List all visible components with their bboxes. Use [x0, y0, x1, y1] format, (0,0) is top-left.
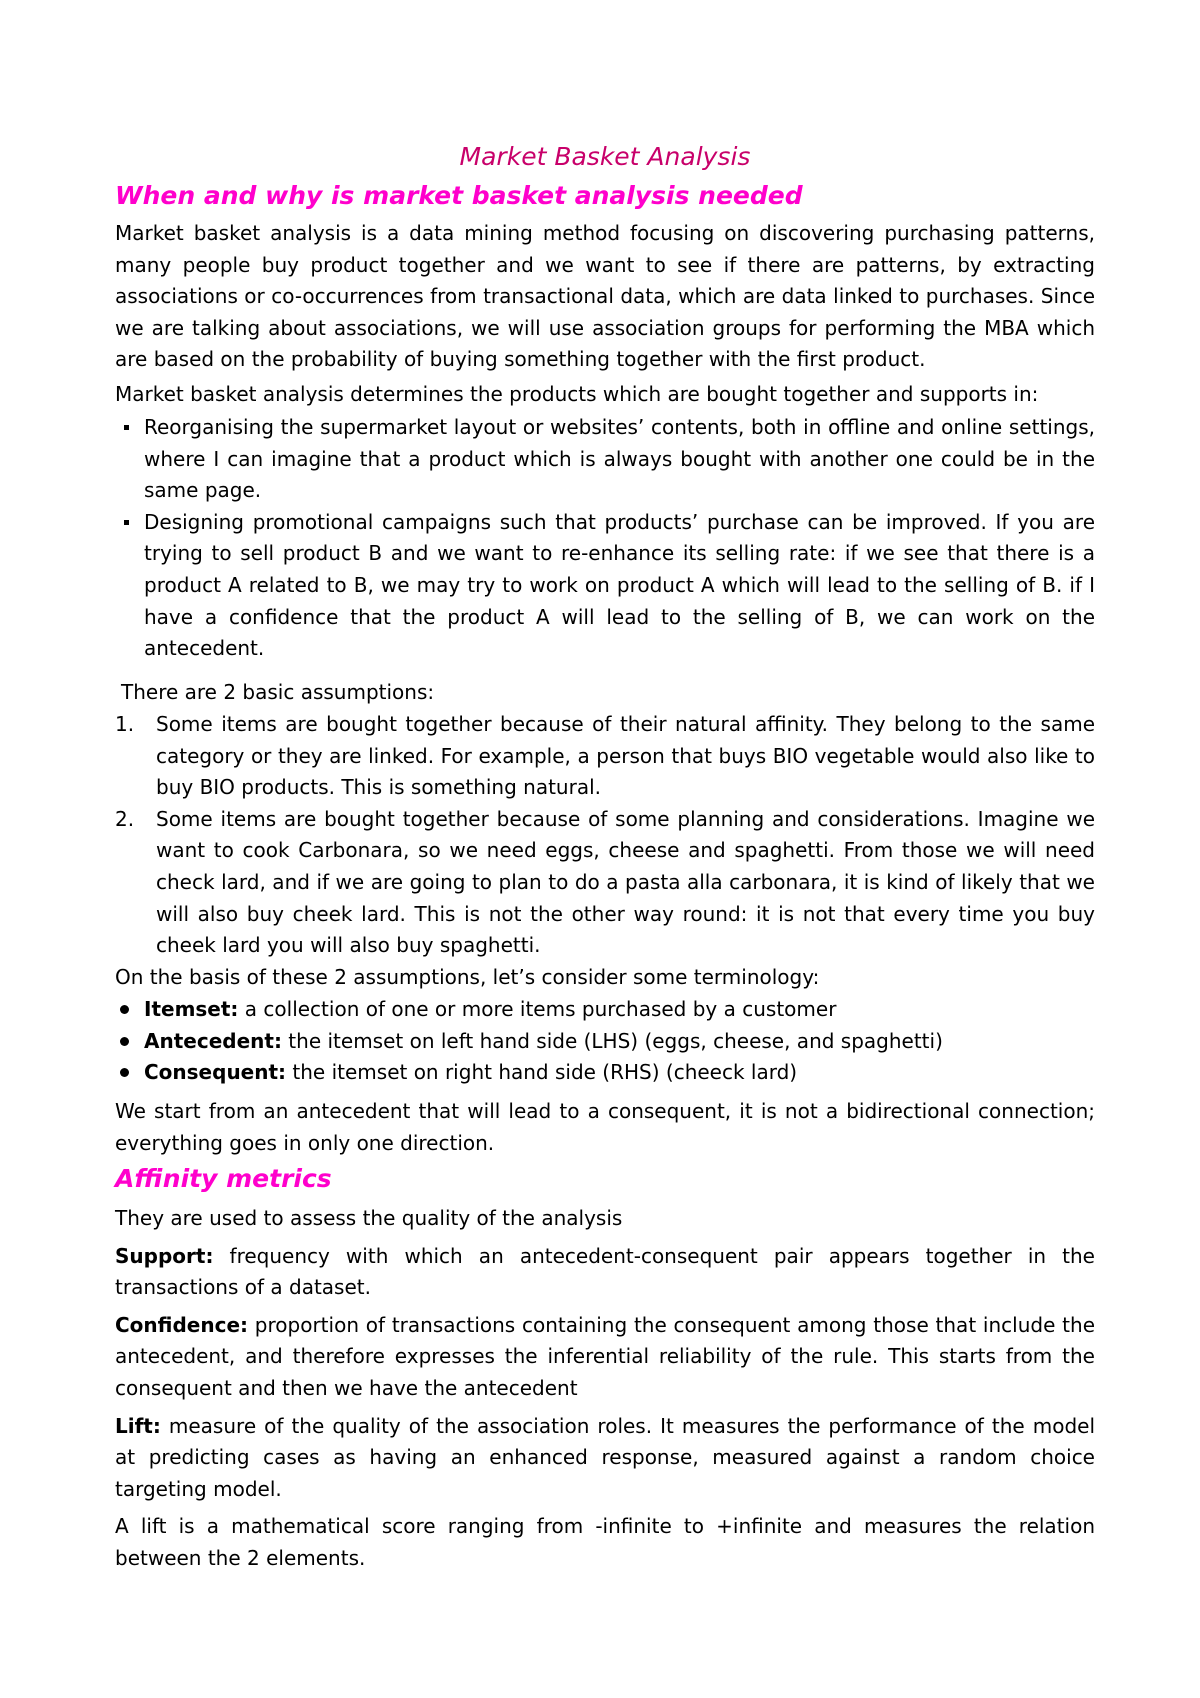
list-item [115, 412, 1095, 507]
supports-paragraph: Market basket analysis determines the products which are bought together and supports in: [115, 382, 1039, 406]
square-bullet-icon [124, 520, 129, 525]
bullet-dot-icon [120, 1068, 129, 1077]
term-definition: frequency with which an antecedent-consequent pair appears together in the transactions of a dataset. [115, 1243, 1095, 1300]
term-label: Consequent: [144, 1060, 287, 1085]
square-bullet-list [115, 412, 1095, 665]
direction-paragraph: We start from an antecedent that will lead to a consequent, it is not a bidirectional connection; everything goes in only one direction. [115, 1099, 1095, 1155]
term-label: Lift: [115, 1413, 161, 1438]
term-definition: the itemset on right hand side (RHS) (cheeck lard) [286, 1060, 798, 1085]
term-label: Itemset: [144, 997, 239, 1021]
support-definition [115, 1241, 1095, 1304]
assumptions-intro: There are 2 basic assumptions: [121, 680, 435, 704]
term-definition: proportion of transactions containing the consequent among those that include the antecedent, and therefore expresses the inferential reliability of the rule. This starts from the consequent and then we have the antecedent [115, 1312, 1095, 1400]
confidence-definition [115, 1310, 1095, 1405]
list-item-text: Reorganising the supermarket layout or websites’ contents, both in offline and online settings, where I can imagine that a product which is always bought with another one could be in the same page. [144, 415, 1095, 503]
list-item-text: Some items are bought together because of some planning and considerations. Imagine we want to cook Carbonara, so we need eggs, cheese and spaghetti. From those we will need check lard, and if we are going to plan to do a pasta alla carbonara, it is kind of likely that we will also buy cheek lard. This is not the other way round: it is not that every time you buy cheek lard you will also buy spaghetti. [156, 806, 1095, 958]
list-item [115, 709, 1095, 804]
section-heading-when-why: When and why is market basket analysis needed [115, 181, 803, 210]
section-heading-affinity-metrics: Affinity metrics [115, 1164, 332, 1193]
intro-paragraph: Market basket analysis is a data mining method focusing on discovering purchasing patterns, many people buy product together and we want to see if there are patterns, by extracting associations or co-occurrences from transactional data, which are data linked to purchases. Since we are talking about associations, we will use association groups for performing the MBA which are based on the probability of buying something together with the first product. [115, 221, 1095, 372]
list-item [115, 507, 1095, 665]
term-label: Support: [115, 1243, 214, 1268]
square-bullet-icon [124, 425, 129, 430]
term-label: Antecedent: [144, 1028, 282, 1053]
list-item [115, 994, 1095, 1026]
lift-range-paragraph: A lift is a mathematical score ranging from -infinite to +infinite and measures the relation between the 2 elements. [115, 1514, 1095, 1570]
term-definition: a collection of one or more items purchased by a customer [238, 997, 837, 1021]
list-item-text: Some items are bought together because of their natural affinity. They belong to the same category or they are linked. For example, a person that buys BIO vegetable would also like to buy BIO products. This is something natural. [156, 712, 1095, 800]
terminology-list [115, 994, 1095, 1089]
list-item [115, 804, 1095, 962]
numbered-list [115, 709, 1095, 962]
document-title: Market Basket Analysis [459, 142, 751, 171]
list-number: 1. [115, 712, 135, 736]
basis-paragraph: On the basis of these 2 assumptions, let’s consider some terminology: [115, 965, 820, 989]
list-item [115, 1057, 1095, 1089]
list-item-text: Designing promotional campaigns such that products’ purchase can be improved. If you are trying to sell product B and we want to re-enhance its selling rate: if we see that there is a product A related to B, we may try to work on product A which will lead to the selling of B. if I have a confidence that the product A will lead to the selling of B, we can work on the antecedent. [144, 509, 1095, 661]
affinity-metrics-body [115, 1203, 1095, 1575]
lift-definition [115, 1411, 1095, 1506]
affinity-intro: They are used to assess the quality of the analysis [115, 1206, 623, 1230]
term-label: Confidence: [115, 1312, 249, 1337]
bullet-dot-icon [120, 1005, 129, 1014]
term-definition: the itemset on left hand side (LHS) (eggs, cheese, and spaghetti) [281, 1028, 943, 1053]
list-number: 2. [115, 806, 135, 831]
bullet-dot-icon [120, 1037, 129, 1046]
term-definition: measure of the quality of the association roles. It measures the performance of the model at predicting cases as having an enhanced response, measured against a random choice targeting model. [115, 1413, 1095, 1501]
list-item [115, 1026, 1095, 1058]
